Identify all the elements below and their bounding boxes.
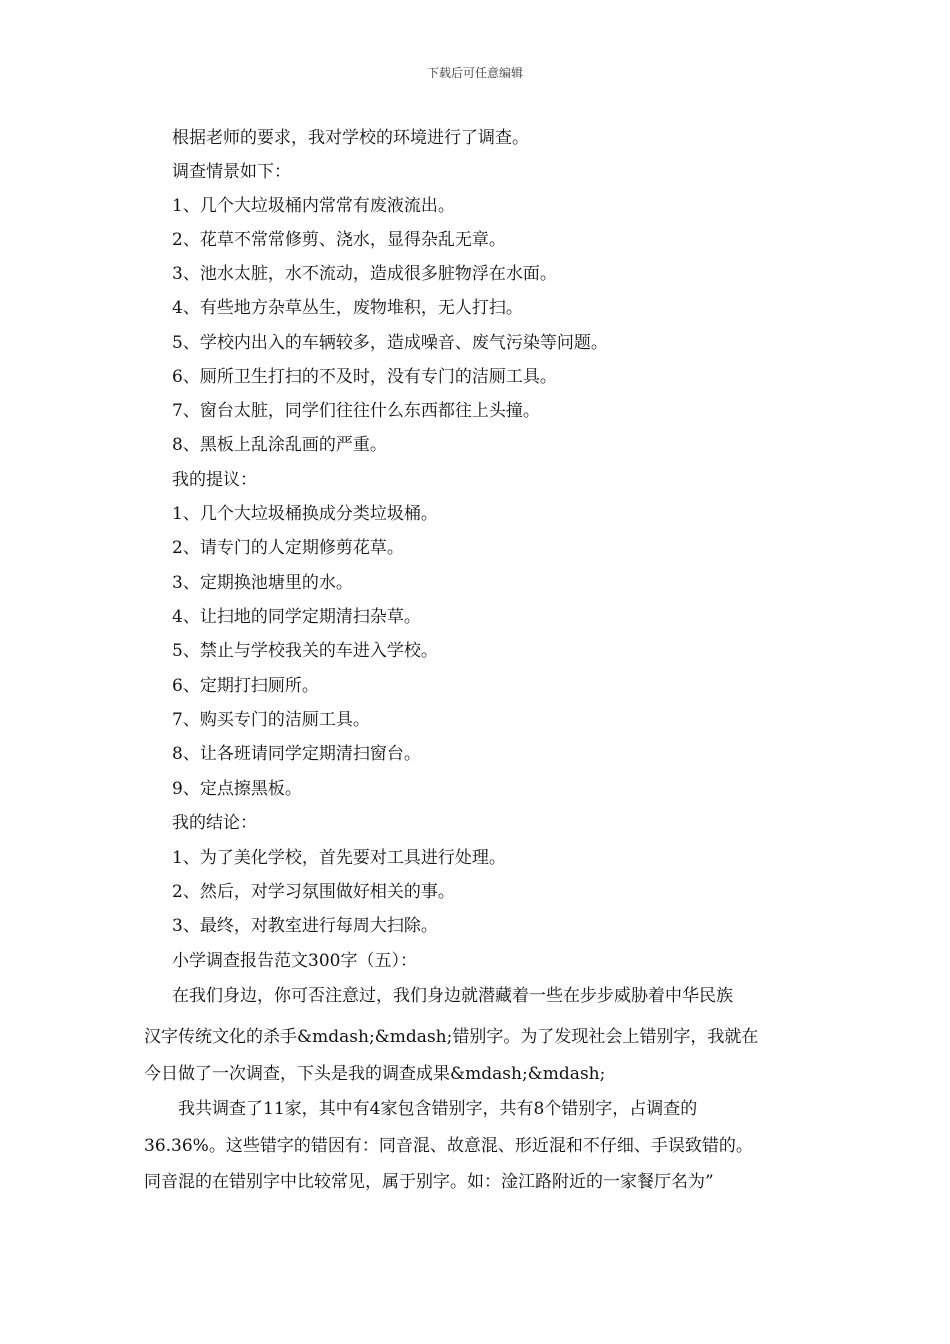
text-line: 2、然后，对学习氛围做好相关的事。 <box>172 882 455 902</box>
text-line: 8、黑板上乱涂乱画的严重。 <box>172 435 387 455</box>
text-line: 我的结论： <box>172 813 257 833</box>
text-line: 3、定期换池塘里的水。 <box>172 573 353 593</box>
text-line: 5、禁止与学校我关的车进入学校。 <box>172 641 438 661</box>
text-line: 6、厕所卫生打扫的不及时，没有专门的洁厕工具。 <box>172 367 557 387</box>
text-line: 同音混的在错别字中比较常见，属于别字。如：淦江路附近的一家餐厅名为” <box>144 1172 714 1192</box>
text-line: 4、有些地方杂草丛生，废物堆积，无人打扫。 <box>172 298 523 318</box>
text-line: 我的提议： <box>172 470 257 490</box>
text-line: 3、最终，对教室进行每周大扫除。 <box>172 916 438 936</box>
text-line: 今日做了一次调查，下头是我的调查成果&mdash;&mdash; <box>144 1064 606 1084</box>
text-line: 汉字传统文化的杀手&mdash;&mdash;错别字。为了发现社会上错别字，我就在 <box>144 1027 759 1047</box>
text-line: 我共调查了11家，其中有4家包含错别字，共有8个错别字，占调查的 <box>178 1099 698 1119</box>
text-line: 调查情景如下： <box>172 162 291 182</box>
text-line: 4、让扫地的同学定期清扫杂草。 <box>172 607 421 627</box>
text-line: 6、定期打扫厕所。 <box>172 676 319 696</box>
text-line: 1、几个大垃圾桶内常常有废液流出。 <box>172 196 455 216</box>
page-header: 下载后可任意编辑 <box>426 66 523 80</box>
text-line: 根据老师的要求，我对学校的环境进行了调查。 <box>172 128 529 148</box>
text-line: 1、几个大垃圾桶换成分类垃圾桶。 <box>172 504 438 524</box>
text-line: 1、为了美化学校，首先要对工具进行处理。 <box>172 848 506 868</box>
text-line: 在我们身边，你可否注意过，我们身边就潜藏着一些在步步威胁着中华民族 <box>172 986 733 1006</box>
text-line: 5、学校内出入的车辆较多，造成噪音、废气污染等问题。 <box>172 333 608 353</box>
text-line: 9、定点擦黑板。 <box>172 779 302 799</box>
text-line: 7、购买专门的洁厕工具。 <box>172 710 370 730</box>
text-line: 7、窗台太脏，同学们往往什么东西都往上头撞。 <box>172 401 540 421</box>
text-line: 2、请专门的人定期修剪花草。 <box>172 538 404 558</box>
text-line: 3、池水太脏，水不流动，造成很多脏物浮在水面。 <box>172 264 557 284</box>
text-line: 2、花草不常常修剪、浇水，显得杂乱无章。 <box>172 230 506 250</box>
text-line: 36.36%。这些错字的错因有：同音混、故意混、形近混和不仔细、手误致错的。 <box>144 1136 753 1156</box>
text-line: 小学调查报告范文300字（五）： <box>172 951 417 971</box>
text-line: 8、让各班请同学定期清扫窗台。 <box>172 744 421 764</box>
